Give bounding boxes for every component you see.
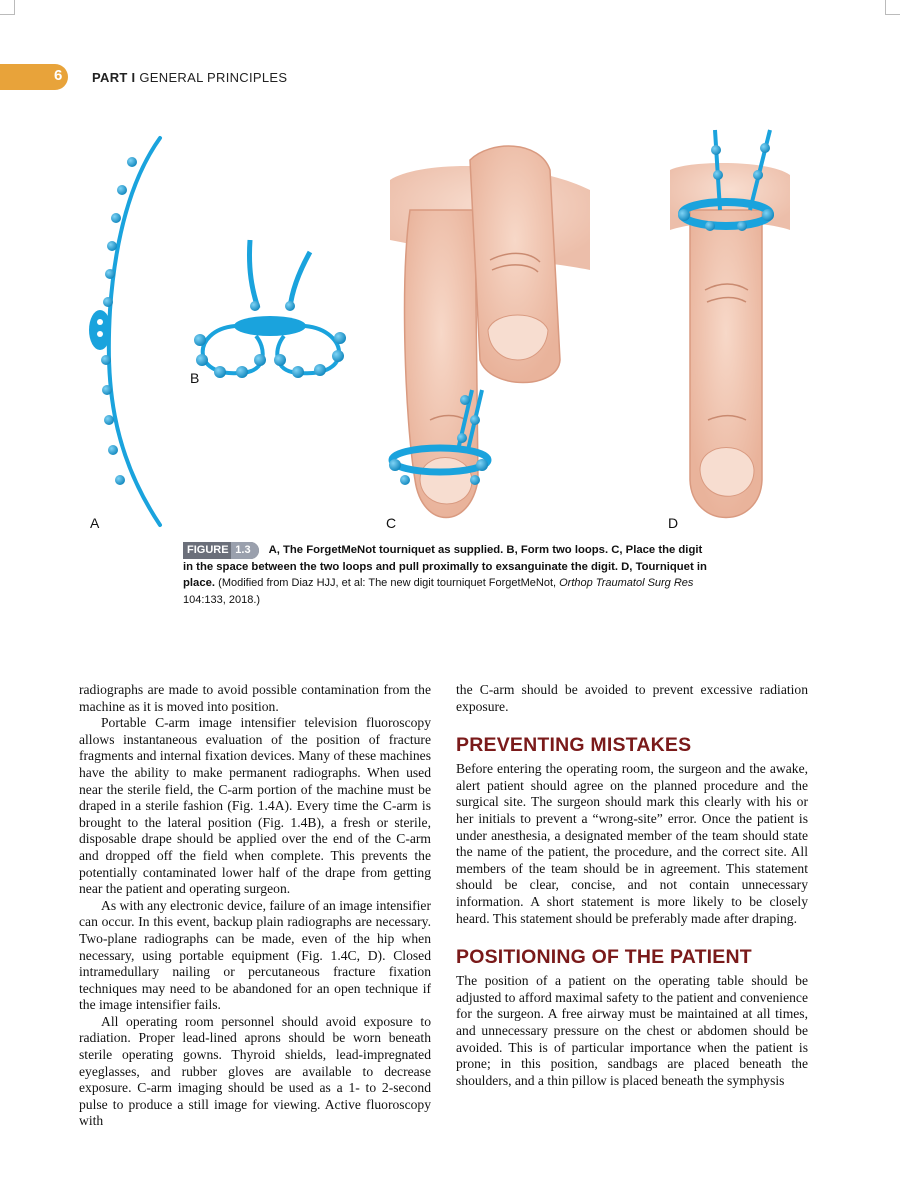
figure-caption [183,542,708,608]
panel-label-d: D [668,515,679,531]
figure-badge-label: FIGURE [187,544,229,556]
page-number: 6 [54,67,63,84]
caption-text: A, The ForgetMeNot tourniquet as supplied. B, Form two loops. C, Place the digit in the space between the two loops and pull proximally to exsanguinate the digit. D, Tourniquet in place. [183,544,707,589]
panel-a-tourniquet [89,138,160,525]
panel-c-hand [389,146,590,517]
section-heading: PREVENTING MISTAKES [456,734,692,757]
paragraph: As with any electronic device, failure of an image intensifier can occur. In this event, backup plain radiographs are necessary. Two-plane radiographs can be made, even of the hip when necessary, using portable equipment (Fig. 1.4C, D). Closed intramedullary nailing or percutaneous fracture fixation techniques may need to be abandoned for an open technique if the image intensifier fails. [79,897,431,1013]
paragraph: radiographs are made to avoid possible contamination from the machine as it is moved into position. [79,682,431,714]
figure-number: 1.3 [231,542,258,559]
caption-source-journal: Orthop Traumatol Surg Res [559,577,694,589]
panel-d-finger [670,130,790,518]
caption-source-post: 104:133, 2018.) [183,593,261,606]
figure-badge [183,542,259,559]
crop-mark-top-left [0,0,15,15]
right-column [456,682,808,1089]
section-heading: POSITIONING OF THE PATIENT [456,946,752,969]
running-head [92,70,287,85]
caption-source [183,577,693,606]
panel-b-tourniquet [194,240,346,378]
crop-mark-top-right [885,0,900,15]
panel-label-c: C [386,515,397,531]
paragraph: Before entering the operating room, the surgeon and the awake, alert patient should agree on the planned procedure and the surgical site. The surgeon should mark this clearly with his or her initials to prevent a “wrong-site” error. Once the patient is under anesthesia, a designated member of the team should state the name of the patient, the procedure, and the correct site. All members of the team should be in agreement. This statement should be clear, concise, and not contain unnecessary information. A short statement is more likely to be closely heard. This statement should be preferably made after draping. [456,761,808,926]
panel-label-b: B [190,370,200,386]
figure-illustration [70,120,830,540]
paragraph: The position of a patient on the operating table should be adjusted to afford maximal safety to the patient and convenience for the surgeon. A free airway must be maintained at all times, and unnecessary pressure on the chest or abdomen should be avoided. This is of particular importance when the patient is prone; in this position, sandbags are placed beneath the shoulders, and a thin pillow is placed beneath the symphysis [456,973,808,1088]
paragraph: All operating room personnel should avoid exposure to radiation. Proper lead-lined aprons should be worn beneath sterile operating gowns. Thyroid shields, lead-impregnated eyeglasses, and rubber gloves are available to decrease exposure. C-arm imaging should be used as a 1- to 2-second pulse to produce a still image for viewing. Active fluoroscopy with [79,1013,431,1129]
tourniquet-illustration [70,120,830,540]
caption-source-pre: (Modified from Diaz HJJ, et al: The new digit tourniquet ForgetMeNot, [218,577,560,589]
paragraph: the C-arm should be avoided to prevent excessive radiation exposure. [456,682,808,714]
paragraph: Portable C-arm image intensifier television fluoroscopy allows instantaneous evaluation of the position of fracture fragments and internal fixation devices. Many of these machines have the ability to make permanent radiographs. When used near the sterile field, the C-arm portion of the machine must be draped in a sterile fashion (Fig. 1.4A). Every time the C-arm is brought to the lateral position (Fig. 1.4B), a fresh or sterile, disposable drape should be applied over the end of the C-arm and dropped off the field when complete. This prevents the potentially contaminated lower half of the drape from getting near the patient and operating surgeon. [79,715,431,897]
panel-label-a: A [90,515,100,531]
left-column [79,682,431,1130]
part-label: PART I [92,70,136,85]
part-title: GENERAL PRINCIPLES [139,70,288,85]
